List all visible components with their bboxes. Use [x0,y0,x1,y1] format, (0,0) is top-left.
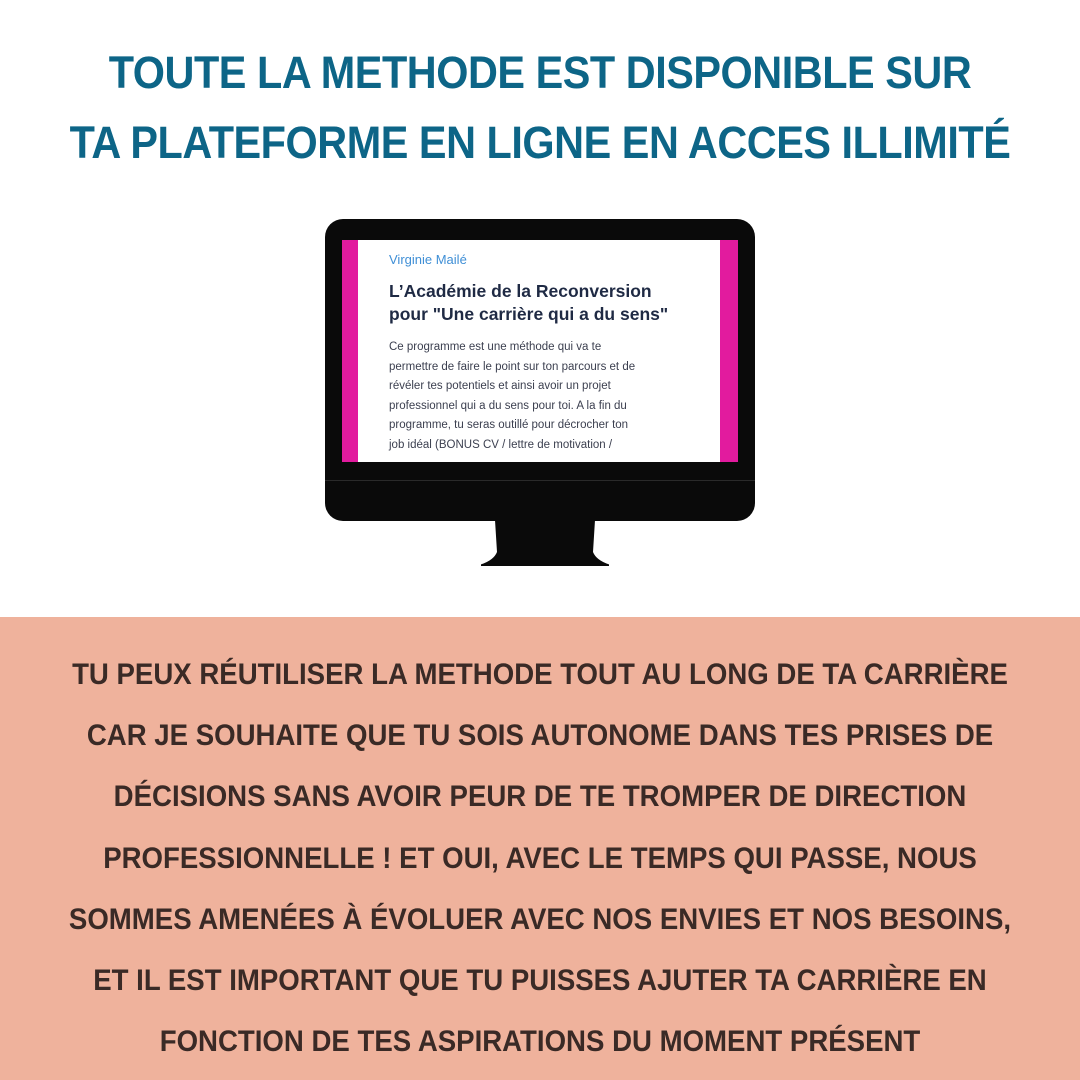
body-line: DÉCISIONS SANS AVOIR PEUR DE TE TROMPER DE DIRECTION [113,780,967,814]
headline-line-2: TA PLATEFORME EN LIGNE EN ACCES ILLIMITÉ [69,117,1011,168]
body-line: CAR JE SOUHAITE QUE TU SOIS AUTONOME DANS TES PRISES DE [86,719,994,753]
course-description-line: permettre de faire le point sur ton parcours et de [389,360,636,373]
course-description-line: Ce programme est une méthode qui va te [389,341,602,353]
body-line: FONCTION DE TES ASPIRATIONS DU MOMENT PRÉSENT [159,1025,921,1059]
course-description-line: programme, tu seras outillé pour décrocher ton [389,419,629,431]
monitor-chin-divider [325,480,755,481]
course-title-line-1: L’Académie de la Reconversion [389,281,652,301]
course-description-line: professionnel qui a du sens pour toi. A la fin du [389,399,627,412]
course-card [358,240,720,462]
body-line: ET IL EST IMPORTANT QUE TU PUISSES AJUTER TA CARRIÈRE EN [93,964,987,998]
course-description-line: révéler tes potentiels et ainsi avoir un projet [389,380,611,392]
body-line: PROFESSIONNELLE ! ET OUI, AVEC LE TEMPS QUI PASSE, NOUS [103,841,977,875]
body-line: TU PEUX RÉUTILISER LA METHODE TOUT AU LONG DE TA CARRIÈRE [72,658,1008,691]
body-line: SOMMES AMENÉES À ÉVOLUER AVEC NOS ENVIES ET NOS BESOINS, [68,902,1012,936]
body-paragraph [0,644,1080,1072]
monitor-screen [342,240,738,462]
course-title-line-2: pour "Une carrière qui a du sens" [389,304,669,324]
course-description-line: job idéal (BONUS CV / lettre de motivation / [389,438,613,451]
monitor-stand-icon [481,520,609,566]
course-description [389,338,709,455]
monitor-illustration [325,219,755,521]
headline-line-1: TOUTE LA METHODE EST DISPONIBLE SUR [108,47,972,98]
author-name: Virginie Mailé [389,252,467,267]
course-title [389,280,709,326]
headline [43,38,1037,178]
